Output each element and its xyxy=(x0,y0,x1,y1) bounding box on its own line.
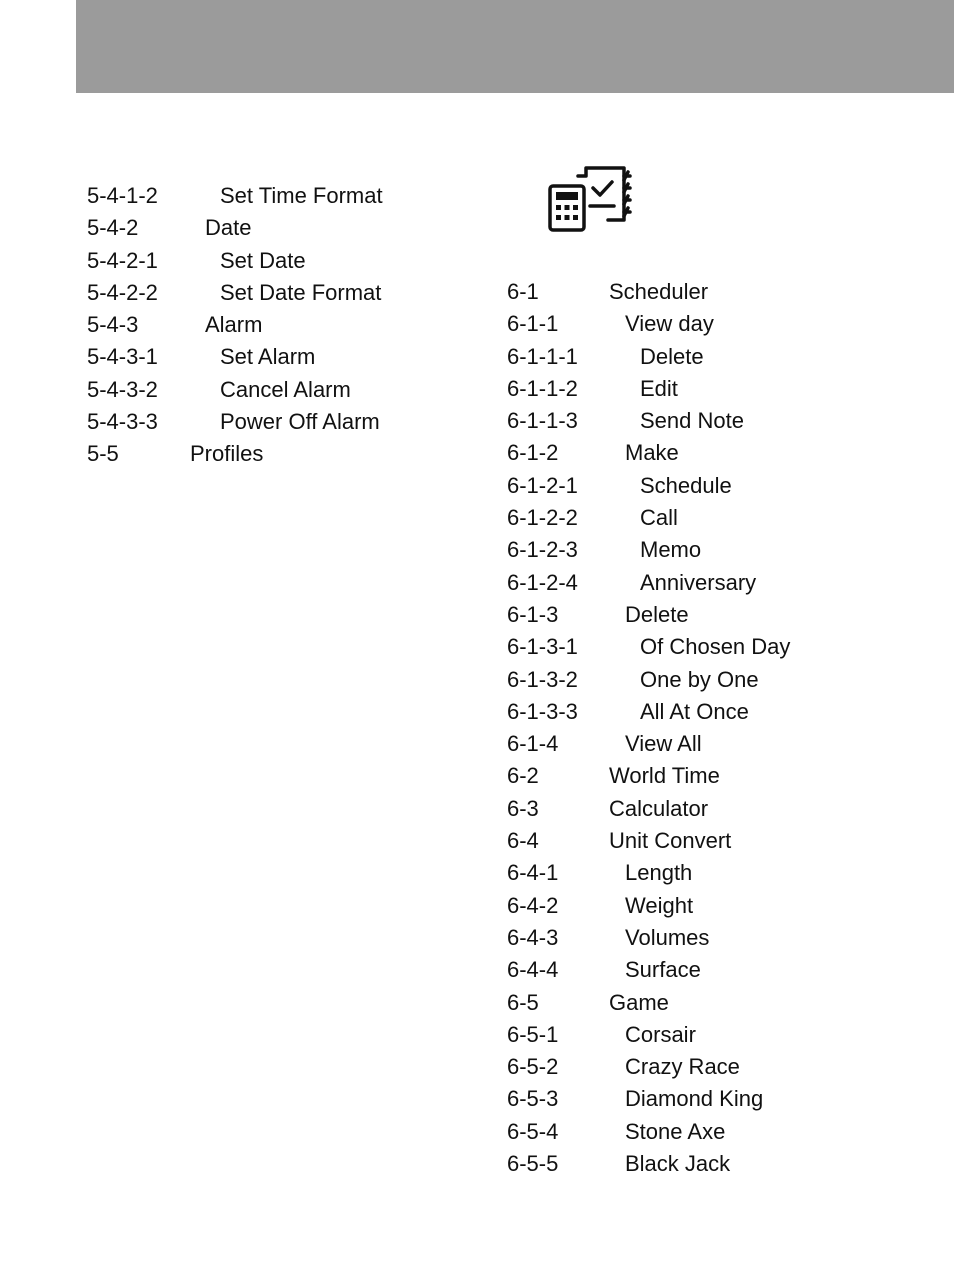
menu-entry xyxy=(507,276,927,308)
menu-code: 6-1-3-2 xyxy=(507,666,578,692)
menu-label: Game xyxy=(609,989,669,1015)
menu-entry xyxy=(507,825,927,857)
menu-code: 6-4 xyxy=(507,828,539,854)
menu-label: Schedule xyxy=(640,472,732,498)
menu-entry xyxy=(507,405,927,437)
menu-entry xyxy=(507,793,927,825)
menu-entry xyxy=(507,1019,927,1051)
menu-code: 6-1-1 xyxy=(507,311,559,337)
menu-code: 6-2 xyxy=(507,763,539,789)
menu-code: 6-1 xyxy=(507,279,539,304)
menu-label: Power Off Alarm xyxy=(220,409,380,435)
menu-code: 6-5-3 xyxy=(507,1086,559,1112)
menu-entry xyxy=(87,277,467,309)
menu-entry xyxy=(507,1051,927,1083)
menu-code: 6-1-2 xyxy=(507,440,559,466)
menu-entry xyxy=(507,502,927,534)
menu-label: World Time xyxy=(609,763,720,789)
menu-code: 5-4-3-2 xyxy=(87,376,158,402)
organizer-icon xyxy=(546,162,638,234)
menu-label: Delete xyxy=(625,601,689,627)
menu-code: 6-5-2 xyxy=(507,1054,559,1080)
menu-code: 5-4-3 xyxy=(87,312,139,338)
menu-label: Of Chosen Day xyxy=(640,634,791,660)
menu-code: 5-5 xyxy=(87,441,119,467)
menu-label: Corsair xyxy=(625,1021,696,1047)
menu-code: 5-4-2 xyxy=(87,215,139,241)
menu-entry xyxy=(87,374,467,406)
menu-entry xyxy=(507,760,927,792)
menu-label: Send Note xyxy=(640,408,744,434)
menu-code: 6-1-3-3 xyxy=(507,698,578,724)
menu-code: 6-5-1 xyxy=(507,1021,559,1047)
menu-entry xyxy=(507,954,927,986)
menu-entry xyxy=(507,987,927,1019)
menu-entry xyxy=(507,696,927,728)
menu-code: 6-1-1-3 xyxy=(507,408,578,434)
menu-code: 6-1-1-1 xyxy=(507,343,578,369)
menu-label: Anniversary xyxy=(640,569,757,595)
menu-code: 6-4-4 xyxy=(507,957,559,983)
menu-entry xyxy=(507,599,927,631)
menu-code: 6-5-5 xyxy=(507,1151,559,1177)
menu-label: All At Once xyxy=(640,698,749,724)
menu-code: 6-1-4 xyxy=(507,731,559,757)
menu-entry xyxy=(87,341,467,373)
menu-entry xyxy=(87,245,467,277)
menu-label: One by One xyxy=(640,666,759,692)
menu-code: 6-4-1 xyxy=(507,860,559,886)
menu-label: View All xyxy=(625,731,702,757)
header-bar xyxy=(76,0,954,93)
menu-label: Black Jack xyxy=(625,1151,731,1177)
menu-entry xyxy=(507,341,927,373)
menu-entry xyxy=(507,470,927,502)
menu-label: View day xyxy=(625,311,714,337)
menu-label: Set Time Format xyxy=(220,183,383,208)
menu-entry xyxy=(87,438,467,470)
menu-label: Length xyxy=(625,860,693,886)
menu-entry xyxy=(507,728,927,760)
menu-label: Alarm xyxy=(205,312,263,338)
menu-code: 6-3 xyxy=(507,795,539,821)
menu-code: 5-4-3-1 xyxy=(87,344,158,370)
menu-label: Calculator xyxy=(609,795,709,821)
menu-code: 5-4-2-2 xyxy=(87,279,158,305)
menu-label: Delete xyxy=(640,343,704,369)
menu-entry xyxy=(507,1116,927,1148)
menu-label: Date xyxy=(205,215,252,241)
menu-code: 6-4-2 xyxy=(507,892,559,918)
menu-entry xyxy=(507,437,927,469)
menu-label: Surface xyxy=(625,957,701,983)
menu-code: 6-1-3 xyxy=(507,601,559,627)
menu-entry xyxy=(87,406,467,438)
menu-label: Crazy Race xyxy=(625,1054,740,1080)
menu-entry xyxy=(507,534,927,566)
menu-code: 5-4-3-3 xyxy=(87,409,158,435)
menu-entry xyxy=(507,1148,927,1180)
menu-code: 6-5-4 xyxy=(507,1118,559,1144)
menu-label: Weight xyxy=(625,892,694,918)
menu-code: 6-1-2-4 xyxy=(507,569,578,595)
menu-code: 6-5 xyxy=(507,989,539,1015)
menu-label: Set Date Format xyxy=(220,279,382,305)
menu-entry xyxy=(507,1083,927,1115)
menu-entry xyxy=(507,890,927,922)
menu-label: Call xyxy=(640,505,678,531)
menu-entry xyxy=(507,567,927,599)
right-menu-list xyxy=(507,276,927,1180)
menu-entry xyxy=(87,212,467,244)
menu-label: Profiles xyxy=(190,441,264,467)
menu-code: 6-1-3-1 xyxy=(507,634,578,660)
menu-code: 6-4-3 xyxy=(507,924,559,950)
menu-code: 6-1-2-3 xyxy=(507,537,578,563)
menu-label: Stone Axe xyxy=(625,1118,726,1144)
menu-entry xyxy=(507,631,927,663)
menu-code: 6-1-2-1 xyxy=(507,472,578,498)
menu-label: Scheduler xyxy=(609,279,709,304)
menu-code: 6-1-2-2 xyxy=(507,505,578,531)
menu-code: 6-1-1-2 xyxy=(507,375,578,401)
menu-label: Edit xyxy=(640,375,678,401)
menu-code: 5-4-1-2 xyxy=(87,183,158,208)
menu-label: Set Alarm xyxy=(220,344,316,370)
menu-entry xyxy=(507,664,927,696)
menu-entry xyxy=(87,309,467,341)
menu-label: Unit Convert xyxy=(609,828,732,854)
menu-entry xyxy=(507,922,927,954)
menu-label: Make xyxy=(625,440,679,466)
menu-code: 5-4-2-1 xyxy=(87,247,158,273)
menu-label: Diamond King xyxy=(625,1086,764,1112)
left-menu-list xyxy=(87,180,467,471)
menu-entry xyxy=(507,373,927,405)
menu-label: Memo xyxy=(640,537,702,563)
menu-label: Volumes xyxy=(625,924,710,950)
menu-entry xyxy=(507,308,927,340)
menu-label: Set Date xyxy=(220,247,306,273)
menu-entry xyxy=(507,857,927,889)
menu-entry xyxy=(87,180,467,212)
menu-label: Cancel Alarm xyxy=(220,376,351,402)
